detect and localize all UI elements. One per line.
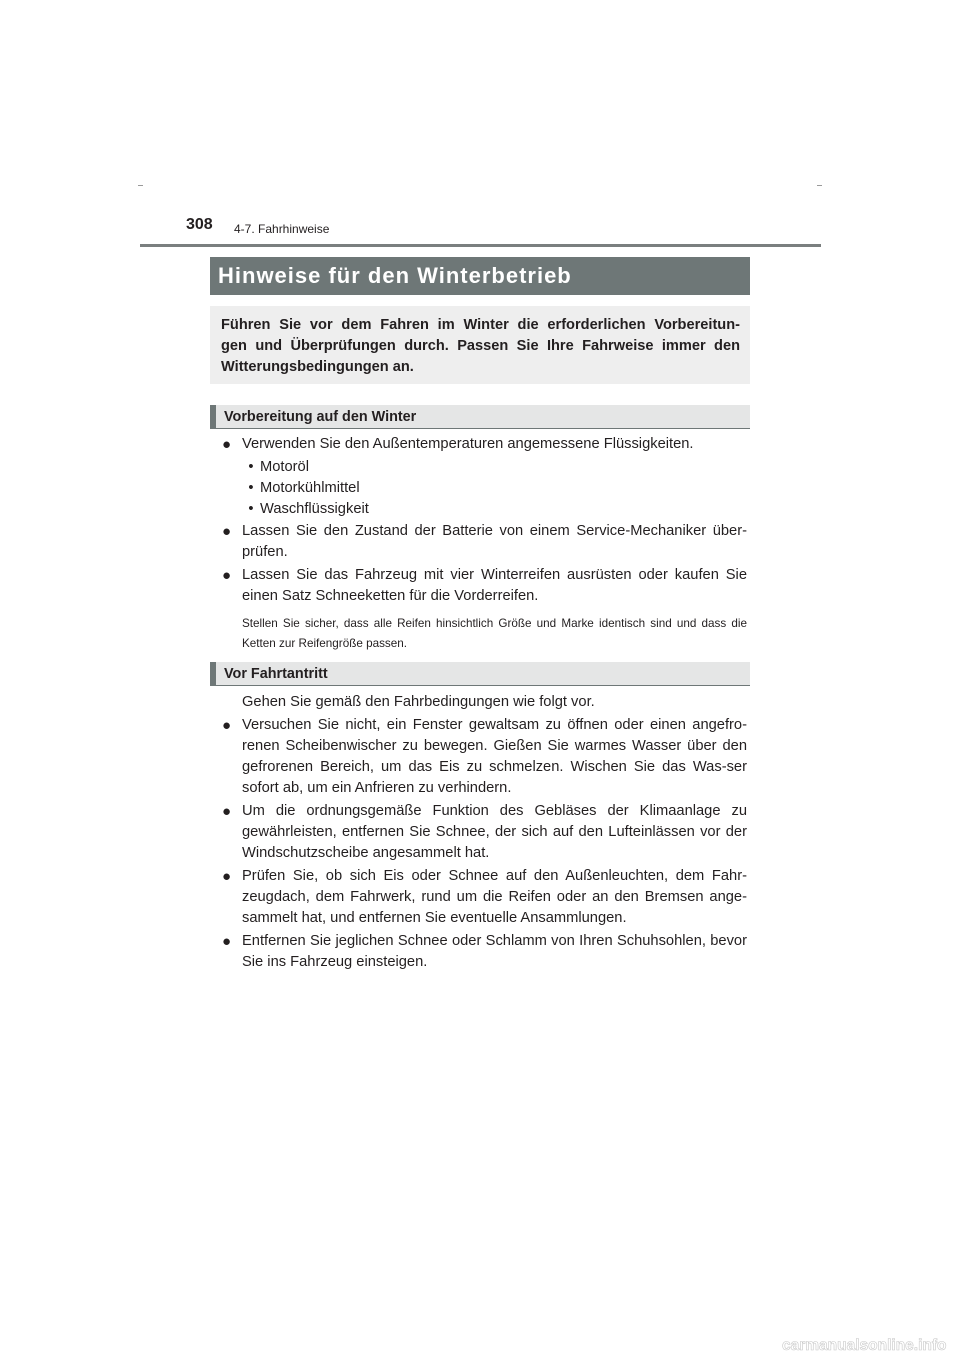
bullet-text: Lassen Sie das Fahrzeug mit vier Winterreifen ausrüsten oder kaufen Sie einen Satz Schneeketten für die Vorderreifen. (242, 567, 747, 604)
section-heading-vor-fahrtantritt (210, 662, 750, 686)
bullet-item (222, 565, 747, 607)
intro-line: gen und Überprüfungen durch. Passen Sie Ihre Fahrweise immer den (221, 338, 740, 354)
tire-note: Stellen Sie sicher, dass alle Reifen hinsichtlich Größe und Marke identisch sind und dass die Ketten zur Reifengröße passen. (242, 617, 747, 650)
section-body-vor-fahrtantritt (222, 692, 747, 975)
list-item (242, 478, 747, 499)
section-title-bar (210, 257, 750, 295)
bullet-icon: ● (222, 933, 232, 950)
watermark-logo (780, 1330, 955, 1358)
lead-text: Gehen Sie gemäß den Fahrbedingungen wie folgt vor. (242, 694, 595, 710)
bullet-item (222, 866, 747, 929)
sub-bullet-icon: • (248, 480, 254, 496)
svg-text:carmanualsonline.info: carmanualsonline.info (782, 1337, 947, 1354)
sub-bullet-icon: • (248, 501, 254, 517)
intro-line: Führen Sie vor dem Fahren im Winter die erforderlichen Vorbereitun- (221, 317, 740, 333)
intro-box (210, 306, 750, 384)
section-heading-text: Vorbereitung auf den Winter (224, 408, 417, 425)
page-number: 308 (186, 216, 213, 233)
page-title: Hinweise für den Winterbetrieb (218, 263, 572, 288)
bullet-text: Prüfen Sie, ob sich Eis oder Schnee auf den Außenleuchten, dem Fahr-zeugdach, dem Fahrwerk, rund um die Reifen oder an den Bremsen ange-sammelt hat, und entfernen Sie eventuelle Ansammlungen. (242, 868, 747, 926)
section-body-vorbereitung (222, 434, 747, 654)
bullet-item (222, 931, 747, 973)
section-heading-text: Vor Fahrtantritt (224, 665, 328, 682)
bullet-icon: ● (222, 567, 232, 584)
bullet-text: Entfernen Sie jeglichen Schnee oder Schlamm von Ihren Schuhsohlen, bevor Sie ins Fahrzeug einsteigen. (242, 933, 747, 970)
bullet-icon: ● (222, 523, 232, 540)
bullet-item (222, 521, 747, 563)
fluid-list (242, 457, 747, 520)
bullet-icon: ● (222, 717, 232, 734)
crop-mark-left (138, 185, 143, 186)
list-item (242, 457, 747, 478)
bullet-icon: ● (222, 868, 232, 885)
bullet-text: Versuchen Sie nicht, ein Fenster gewaltsam zu öffnen oder einen angefro-renen Scheibenwischer zu bewegen. Gießen Sie warmes Wasser über den gefrorenen Bereich, um das Eis zu schmelzen. Wischen Sie das Was-ser sofort ab, um ein Anfrieren zu verhindern. (242, 717, 747, 796)
bullet-item (222, 715, 747, 799)
intro-line: Witterungsbedingungen an. (221, 359, 414, 375)
bullet-icon: ● (222, 803, 232, 820)
section-heading-vorbereitung (210, 405, 750, 429)
crop-mark-right (817, 185, 822, 186)
list-item-text: Waschflüssigkeit (260, 501, 369, 517)
list-item-text: Motorkühlmittel (260, 480, 360, 496)
bullet-text: Verwenden Sie den Außentemperaturen angemessene Flüssigkeiten. (242, 436, 694, 452)
list-item-text: Motoröl (260, 459, 309, 475)
bullet-icon: ● (222, 436, 232, 453)
bullet-item (222, 434, 747, 455)
sub-bullet-icon: • (248, 459, 254, 475)
chapter-label: 4-7. Fahrhinweise (234, 222, 330, 236)
list-item (242, 499, 747, 520)
bullet-text: Lassen Sie den Zustand der Batterie von einem Service-Mechaniker über-prüfen. (242, 523, 747, 560)
bullet-item (222, 801, 747, 864)
bullet-text: Um die ordnungsgemäße Funktion des Gebläses der Klimaanlage zu gewährleisten, entfernen Sie Schnee, der sich auf den Lufteinlässen vor der Windschutzscheibe angesammelt hat. (242, 803, 747, 861)
header-rule (140, 244, 821, 247)
